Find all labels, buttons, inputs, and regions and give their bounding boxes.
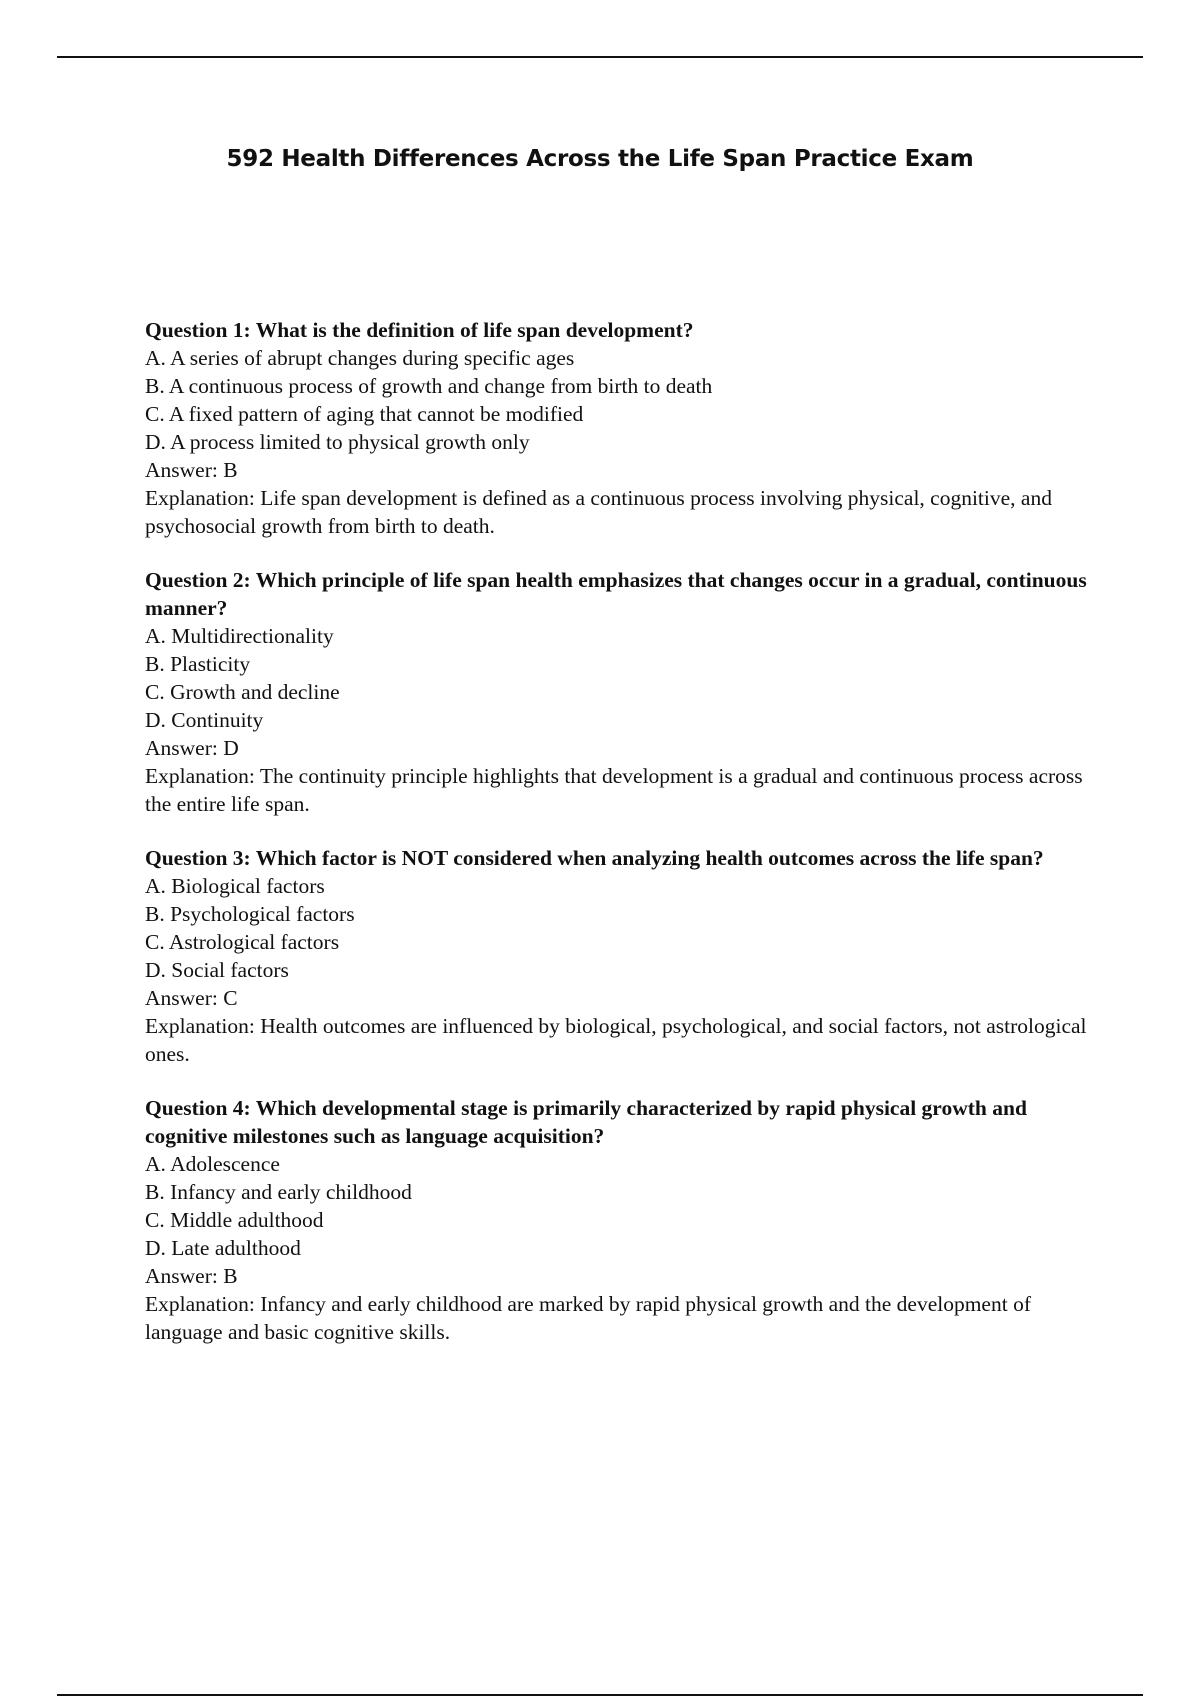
option-d: D. Social factors [145,958,289,982]
option-c: C. A fixed pattern of aging that cannot be modified [145,402,584,426]
question-text: Question 2: Which principle of life span health emphasizes that changes occur in a gradual, continuous manner? [145,568,1087,620]
explanation-text: Explanation: Infancy and early childhood are marked by rapid physical growth and the development of language and basic cognitive skills. [145,1292,1031,1344]
question-text: Question 1: What is the definition of life span development? [145,318,694,342]
explanation-text: Explanation: The continuity principle highlights that development is a gradual and continuous process across the entire life span. [145,764,1083,816]
option-d: D. Continuity [145,708,264,732]
option-b: B. Infancy and early childhood [145,1180,412,1204]
question-block-3 [145,844,1095,1068]
explanation-text: Explanation: Health outcomes are influenced by biological, psychological, and social factors, not astrological ones. [145,1014,1087,1066]
answer-line: Answer: B [145,1264,238,1288]
question-block-4 [145,1094,1095,1346]
question-block-2 [145,566,1095,818]
option-b: B. Psychological factors [145,902,355,926]
answer-line: Answer: B [145,458,238,482]
option-c: C. Astrological factors [145,930,340,954]
option-a: A. Adolescence [145,1152,280,1176]
answer-line: Answer: D [145,736,239,760]
option-b: B. Plasticity [145,652,251,676]
explanation-text: Explanation: Life span development is defined as a continuous process involving physical, cognitive, and psychosocial growth from birth to death. [145,486,1052,538]
footer-rule [57,1694,1143,1696]
question-text: Question 4: Which developmental stage is primarily characterized by rapid physical growth and cognitive milestones such as language acquisition? [145,1096,1027,1148]
header-rule [57,56,1143,58]
option-d: D. A process limited to physical growth only [145,430,530,454]
question-block-1 [145,316,1095,540]
answer-line: Answer: C [145,986,238,1010]
question-text: Question 3: Which factor is NOT considered when analyzing health outcomes across the life span? [145,846,1044,870]
option-c: C. Growth and decline [145,680,340,704]
option-d: D. Late adulthood [145,1236,301,1260]
option-b: B. A continuous process of growth and change from birth to death [145,374,713,398]
option-a: A. A series of abrupt changes during specific ages [145,346,575,370]
option-a: A. Biological factors [145,874,325,898]
option-c: C. Middle adulthood [145,1208,324,1232]
document-title: 592 Health Differences Across the Life Span Practice Exam [226,146,974,172]
option-a: A. Multidirectionality [145,624,334,648]
question-list [145,316,1095,1372]
